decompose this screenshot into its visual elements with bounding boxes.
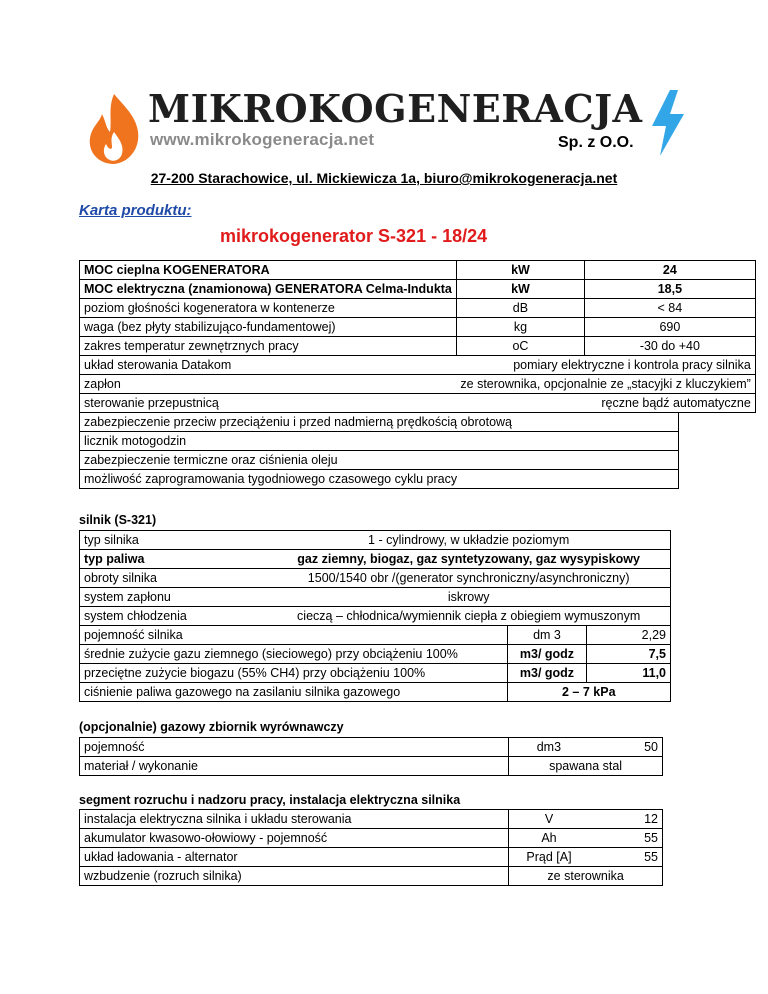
engine-label: system zapłonu [80, 588, 268, 607]
engine-unit: m3/ godz [507, 645, 587, 664]
electrical-value: 55 [589, 829, 663, 848]
param-label: waga (bez płyty stabilizująco-fundamentowej) [80, 318, 457, 337]
main-parameters-table [79, 260, 756, 413]
table-row [80, 810, 663, 829]
param-unit: oC [456, 337, 584, 356]
engine-value: iskrowy [267, 588, 670, 607]
param-label: sterowanie przepustnicą [80, 394, 457, 413]
table-row [80, 356, 756, 375]
engine-label: ciśnienie paliwa gazowego na zasilaniu silnika gazowego [80, 683, 508, 702]
table-row [80, 829, 663, 848]
brand-name: MIKROKOGENERACJA [148, 86, 643, 131]
engine-label: typ silnika [80, 531, 268, 550]
electrical-value: 55 [589, 848, 663, 867]
table-row [80, 738, 663, 757]
tank-label: pojemność [80, 738, 509, 757]
tank-label: materiał / wykonanie [80, 757, 509, 776]
table-row [80, 550, 671, 569]
param-value: ze sterownika, opcjonalnie ze „stacyjki z kluczykiem” [456, 375, 755, 394]
table-row [80, 569, 671, 588]
param-value: -30 do +40 [584, 337, 755, 356]
engine-value: 1 - cylindrowy, w układzie poziomym [267, 531, 670, 550]
param-label: układ sterowania Datakom [80, 356, 457, 375]
param-unit: dB [456, 299, 584, 318]
param-value: pomiary elektryczne i kontrola pracy silnika [456, 356, 755, 375]
table-row [80, 867, 663, 886]
param-unit: kg [456, 318, 584, 337]
electrical-table [79, 809, 663, 886]
engine-table [79, 530, 671, 702]
tank-unit: dm3 [509, 738, 589, 757]
engine-label: średnie zużycie gazu ziemnego (sieciowego) przy obciążeniu 100% [80, 645, 508, 664]
feature-text: zabezpieczenie termiczne oraz ciśnienia oleju [80, 451, 679, 470]
param-value: < 84 [584, 299, 755, 318]
engine-value: 11,0 [587, 664, 671, 683]
engine-value: cieczą – chłodnica/wymiennik ciepła z obiegiem wymuszonym [267, 607, 670, 626]
table-row [80, 394, 756, 413]
table-row [80, 683, 671, 702]
electrical-unit: Prąd [A] [509, 848, 589, 867]
table-row [80, 757, 663, 776]
tank-value: 50 [589, 738, 663, 757]
table-row [80, 626, 671, 645]
lightning-bolt-icon [650, 90, 686, 156]
param-label: poziom głośności kogeneratora w kontenerze [80, 299, 457, 318]
table-row [80, 337, 756, 356]
engine-label: przeciętne zużycie biogazu (55% CH4) przy obciążeniu 100% [80, 664, 508, 683]
feature-text: licznik motogodzin [80, 432, 679, 451]
feature-text: zabezpieczenie przeciw przeciążeniu i przed nadmierną prędkością obrotową [80, 413, 679, 432]
company-logo [84, 84, 692, 168]
company-address: 27-200 Starachowice, ul. Mickiewicza 1a, biuro@mikrokogeneracja.net [150, 170, 618, 186]
engine-label: system chłodzenia [80, 607, 268, 626]
table-row [80, 645, 671, 664]
flame-icon [84, 92, 148, 166]
table-row [80, 413, 679, 432]
table-row [80, 261, 756, 280]
electrical-value: ze sterownika [509, 867, 663, 886]
param-value: 18,5 [584, 280, 755, 299]
engine-label: pojemność silnika [80, 626, 508, 645]
engine-value: gaz ziemny, biogaz, gaz syntetyzowany, gaz wysypiskowy [267, 550, 670, 569]
engine-value: 1500/1540 obr /(generator synchroniczny/asynchroniczny) [267, 569, 670, 588]
engine-value: 2,29 [587, 626, 671, 645]
tank-value: spawana stal [509, 757, 663, 776]
param-label: zakres temperatur zewnętrznych pracy [80, 337, 457, 356]
electrical-label: wzbudzenie (rozruch silnika) [80, 867, 509, 886]
website-url[interactable]: www.mikrokogeneracja.net [150, 130, 375, 149]
table-row [80, 432, 679, 451]
engine-label: obroty silnika [80, 569, 268, 588]
param-value: 690 [584, 318, 755, 337]
electrical-section-title: segment rozruchu i nadzoru pracy, instalacja elektryczna silnika [79, 793, 461, 807]
tank-section-title: (opcjonalnie) gazowy zbiornik wyrównawczy [79, 720, 344, 734]
product-card-label: Karta produktu: [79, 202, 192, 219]
electrical-label: instalacja elektryczna silnika i układu sterowania [80, 810, 509, 829]
feature-text: możliwość zaprogramowania tygodniowego czasowego cyklu pracy [80, 470, 679, 489]
engine-label: typ paliwa [80, 550, 268, 569]
table-row [80, 607, 671, 626]
param-label: MOC cieplna KOGENERATORA [80, 261, 457, 280]
param-label: MOC elektryczna (znamionowa) GENERATORA Celma-Indukta [80, 280, 457, 299]
electrical-unit: Ah [509, 829, 589, 848]
param-value: 24 [584, 261, 755, 280]
electrical-unit: V [509, 810, 589, 829]
engine-value: 2 – 7 kPa [507, 683, 670, 702]
param-unit: kW [456, 280, 584, 299]
table-row [80, 848, 663, 867]
features-table [79, 412, 679, 489]
table-row [80, 451, 679, 470]
table-row [80, 588, 671, 607]
engine-section-title: silnik (S-321) [79, 513, 157, 527]
engine-unit: m3/ godz [507, 664, 587, 683]
table-row [80, 470, 679, 489]
param-value: ręczne bądź automatyczne [456, 394, 755, 413]
table-row [80, 318, 756, 337]
table-row [80, 299, 756, 318]
table-row [80, 531, 671, 550]
product-title: mikrokogenerator S-321 - 18/24 [220, 226, 488, 246]
engine-unit: dm 3 [507, 626, 587, 645]
param-label: zapłon [80, 375, 457, 394]
param-unit: kW [456, 261, 584, 280]
electrical-label: układ ładowania - alternator [80, 848, 509, 867]
table-row [80, 280, 756, 299]
engine-value: 7,5 [587, 645, 671, 664]
table-row [80, 664, 671, 683]
company-suffix: Sp. z O.O. [558, 134, 634, 151]
table-row [80, 375, 756, 394]
tank-table [79, 737, 663, 776]
electrical-label: akumulator kwasowo-ołowiowy - pojemność [80, 829, 509, 848]
electrical-value: 12 [589, 810, 663, 829]
